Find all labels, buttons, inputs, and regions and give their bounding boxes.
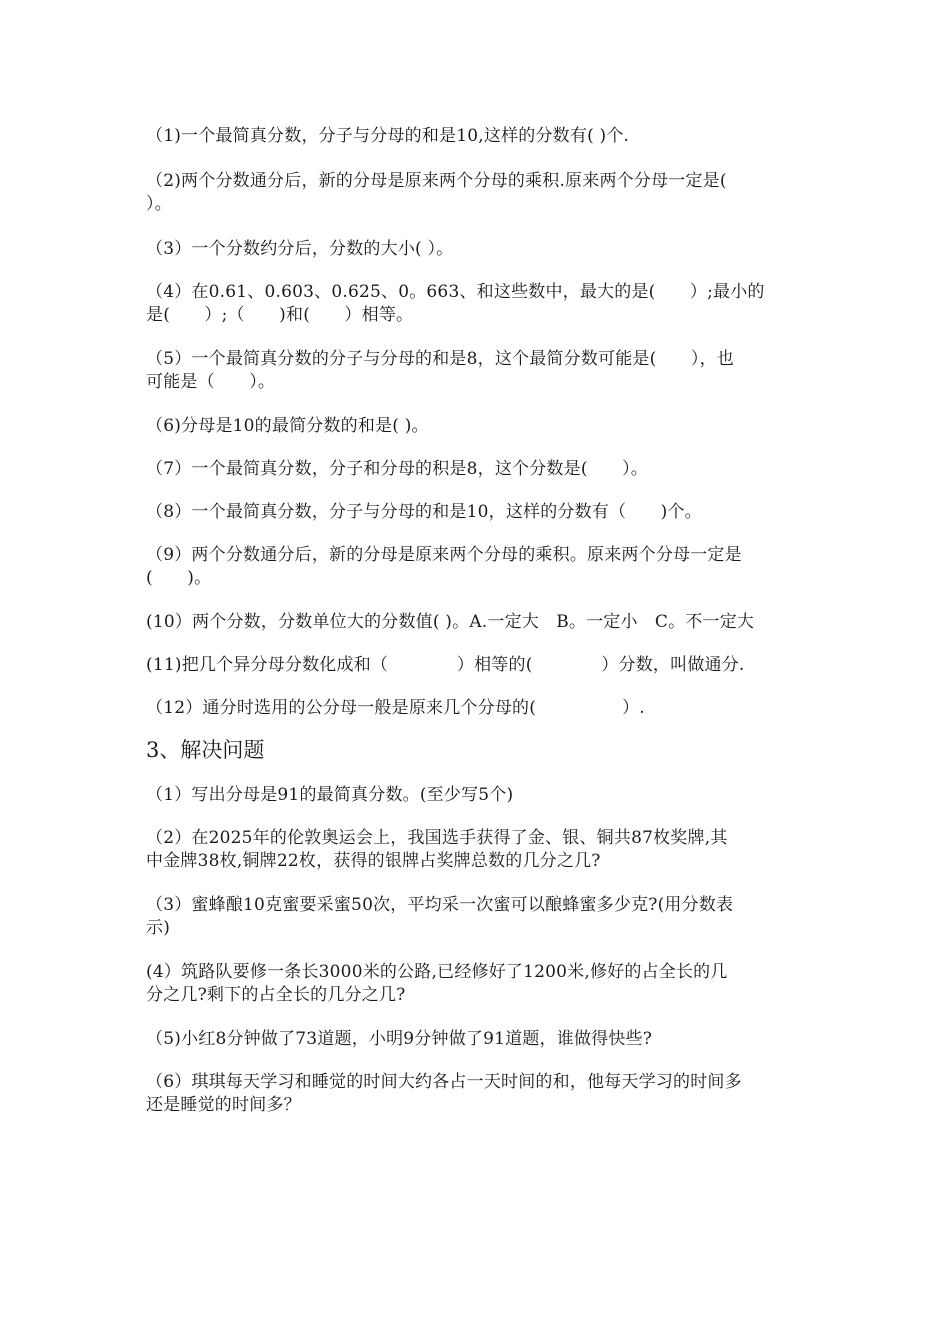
question-2-6: （6)分母是10的最简分数的和是( )。 [146,416,429,436]
question-2-3: （3）一个分数约分后，分数的大小( ）。 [146,239,454,259]
question-2-7: （7）一个最简真分数，分子和分母的积是8，这个分数是( ）。 [146,459,648,479]
problem-3-2: （2）在2025年的伦敦奥运会上，我国选手获得了金、银、铜共87枚奖牌,其 中金牌38枚,铜牌22枚，获得的银牌占奖牌总数的几分之几? [146,828,728,871]
section-heading: 3、解决问题 [146,738,265,762]
question-2-11: (11)把几个异分母分数化成和（ ）相等的( ）分数，叫做通分. [146,655,745,675]
problem-3-1: （1）写出分母是91的最简真分数。(至少写5个) [146,785,514,805]
question-2-9: （9）两个分数通分后，新的分母是原来两个分母的乘积。原来两个分母一定是 ( )。 [146,545,742,588]
problem-3-6: （6）琪琪每天学习和睡觉的时间大约各占一天时间的和，他每天学习的时间多 还是睡觉的时间多？ [146,1072,742,1115]
problem-3-3: （3）蜜蜂酿10克蜜要采蜜50次，平均采一次蜜可以酿蜂蜜多少克?(用分数表 示) [146,895,734,938]
question-2-8: （8）一个最简真分数，分子与分母的和是10，这样的分数有（ )个。 [146,502,702,522]
problem-3-5: （5)小红8分钟做了73道题，小明9分钟做了91道题，谁做得快些? [146,1029,653,1049]
question-2-12: （12）通分时选用的公分母一般是原来几个分母的( ）. [146,698,645,718]
problem-3-4: (4）筑路队要修一条长3000米的公路,已经修好了1200米,修好的占全长的几 分之几?剩下的占全长的几分之几? [146,962,728,1005]
question-2-10: (10）两个分数，分数单位大的分数值( )。A.一定大 B。一定小 C。不一定大 [146,612,755,632]
question-2-4: （4）在0.61、0.603、0.625、0。663、和这些数中，最大的是( ）;最小的 是( ）;（ )和( ）相等。 [146,282,765,325]
question-2-5: （5）一个最简真分数的分子与分母的和是8，这个最简分数可能是( ），也 可能是（ ）。 [146,349,734,392]
question-2-2: （2)两个分数通分后，新的分母是原来两个分母的乘积.原来两个分母一定是( ）。 [146,171,727,214]
question-2-1: （1)一个最简真分数，分子与分母的和是10,这样的分数有( )个. [146,126,630,146]
